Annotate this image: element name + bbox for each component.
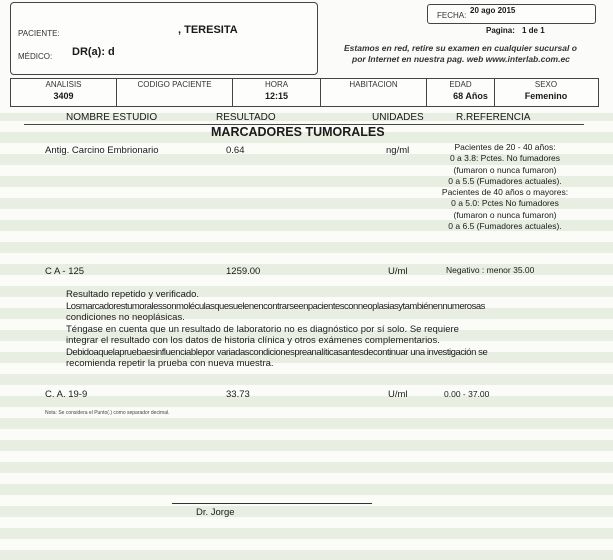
reference-line: 0.00 - 37.00 [444, 389, 490, 399]
patient-label: PACIENTE: [18, 29, 60, 38]
analysis-value: 3409 [53, 91, 74, 101]
reference-line: Pacientes de 40 años o mayores: [441, 187, 569, 198]
comment-line: condiciones no neoplásicas. [66, 312, 185, 323]
test-name: C. A. 19-9 [45, 389, 88, 400]
age-value: 68 Años [453, 91, 488, 101]
test-unit: U/ml [388, 389, 408, 400]
patient-box [10, 2, 318, 75]
reference-line: (fumaron o nunca fumaron) [453, 164, 557, 175]
sex-value: Femenino [524, 91, 568, 101]
page-label: Pagina: [486, 26, 515, 35]
test-result: 0.64 [226, 145, 245, 156]
col-result: RESULTADO [216, 112, 276, 123]
page-value: 1 de 1 [522, 26, 545, 35]
test-result: 33.73 [226, 389, 250, 400]
reference-line: Pacientes de 20 - 40 años: [454, 142, 556, 152]
section-title: MARCADORES TUMORALES [211, 125, 385, 139]
room-label: HABITACION [349, 80, 398, 89]
comment-line: Losmarcadorestumoralessonmoléculasquesuelenencontrarseenpacientesconneoplasiasytambiénennumerosas [66, 300, 485, 312]
col-reference: R.REFERENCIA [456, 112, 531, 123]
comment-line: Debidoaquelapruebaesinfluenciablepor variadascondicionespreanalíticasantesdecontinuar una investigación se [66, 346, 488, 358]
doctor-name: DR(a): d [72, 46, 115, 58]
signature-name: Dr. Jorge [196, 507, 235, 518]
reference-line: Negativo : menor 35.00 [446, 265, 535, 275]
date-label: FECHA: [437, 11, 467, 20]
reference-block [430, 142, 580, 232]
notice-line-1: Estamos en red, retire su examen en cualquier sucursal o [344, 43, 577, 53]
patient-code-label: CODIGO PACIENTE [137, 80, 212, 89]
comment-line: Resultado repetido y verificado. [66, 289, 200, 300]
age-label: EDAD [449, 80, 472, 89]
notice-line-2: por Internet en nuestra pag. web www.interlab.com.ec [352, 54, 570, 64]
time-value: 12:15 [264, 91, 289, 101]
comment-line: recomienda repetir la prueba con nueva muestra. [66, 358, 274, 369]
doctor-label: MÉDICO: [18, 52, 53, 61]
reference-line: 0 a 6.5 (Fumadores actuales). [448, 221, 562, 232]
test-result: 1259.00 [226, 266, 261, 277]
reference-line: 0 a 3.8: Pctes. No fumadores [449, 153, 561, 164]
signature-line [172, 503, 372, 504]
comment-line: Téngase en cuenta que un resultado de laboratorio no es diagnóstico por sí solo. Se requiere [66, 323, 459, 335]
col-study-name: NOMBRE ESTUDIO [66, 112, 158, 123]
patient-name: , TERESITA [178, 24, 238, 36]
time-label: HORA [264, 80, 289, 89]
reference-line: 0 a 5.0: Pctes No fumadores [451, 198, 559, 209]
test-name: Antig. Carcino Embrionario [45, 145, 159, 156]
reference-line: (fumaron o nunca fumaron) [453, 209, 557, 220]
test-unit: U/ml [388, 266, 408, 277]
test-name: C A - 125 [45, 266, 85, 277]
comment-line: integrar el resultado con los datos de historia clínica y otros exámenes complementarios. [66, 335, 440, 346]
date-value: 20 ago 2015 [470, 6, 516, 15]
col-units: UNIDADES [372, 112, 424, 123]
test-unit: ng/ml [386, 145, 410, 156]
decimal-note: Nota: Se considera el Punto(.) como separador decimal. [45, 410, 170, 416]
comment-block [66, 289, 566, 370]
reference-line: 0 a 5.5 (Fumadores actuales). [448, 175, 562, 186]
analysis-label: ANALISIS [45, 80, 82, 89]
sex-label: SEXO [534, 80, 558, 89]
